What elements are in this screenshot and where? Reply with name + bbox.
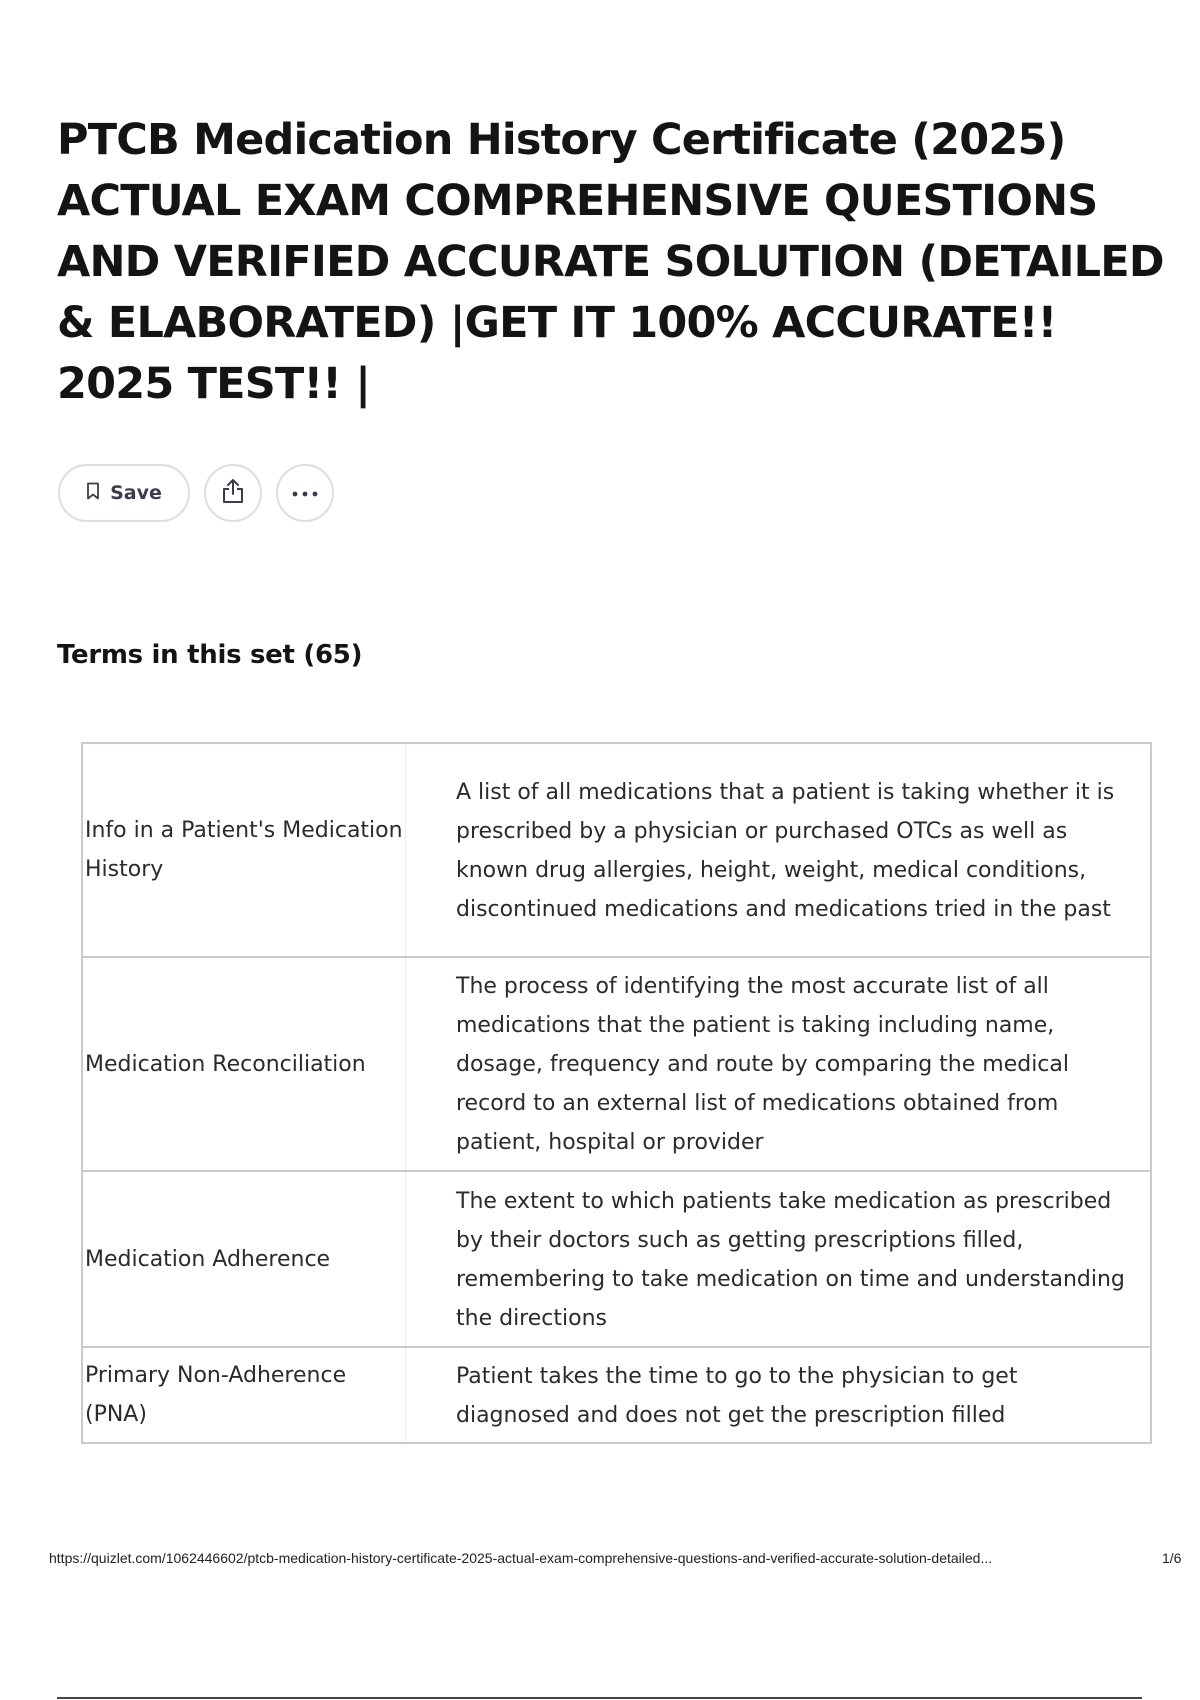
save-button-label: Save — [110, 482, 162, 504]
definition-cell: The extent to which patients take medication as prescribed by their doctors such as getting prescriptions filled, remembering to take medication on time and understanding the directions — [406, 1171, 1152, 1347]
term-cell: Medication Reconciliation — [82, 957, 406, 1171]
more-options-button[interactable] — [276, 464, 334, 522]
term-cell: Medication Adherence — [82, 1171, 406, 1347]
table-row — [82, 743, 1151, 957]
page-number: 1/6 — [1162, 1550, 1182, 1566]
definition-cell: A list of all medications that a patient is taking whether it is prescribed by a physician or purchased OTCs as well as known drug allergies, height, weight, medical conditions, discontinued medications and medications tried in the past — [456, 779, 1115, 922]
more-icon — [292, 486, 318, 501]
divider — [57, 1697, 1142, 1699]
table-row — [82, 1347, 1151, 1443]
terms-table — [81, 742, 1152, 1444]
definition-cell: The process of identifying the most accurate list of all medications that the patient is taking including name, dosage, frequency and route by comparing the medical record to an external list of medications obtained from patient, hospital or provider — [406, 957, 1152, 1171]
share-icon — [221, 478, 245, 508]
share-button[interactable] — [204, 464, 262, 522]
terms-heading: Terms in this set (65) — [57, 640, 363, 670]
term-cell: Primary Non-Adherence (PNA) — [82, 1347, 406, 1443]
print-url: https://quizlet.com/1062446602/ptcb-medication-history-certificate-2025-actual-exam-comprehensive-questions-and-verified-accurate-solution-detailed... — [49, 1550, 993, 1566]
table-row — [82, 957, 1151, 1171]
definition-cell: Patient takes the time to go to the physician to get diagnosed and does not get the prescription filled — [406, 1347, 1152, 1443]
action-bar — [58, 464, 334, 522]
term-cell: Info in a Patient's Medication History — [82, 743, 406, 957]
page-title: PTCB Medication History Certificate (2025) ACTUAL EXAM COMPREHENSIVE QUESTIONS AND VERIFIED ACCURATE SOLUTION (DETAILED & ELABORATED) |GET IT 100% ACCURATE!! 2025 TEST!! | — [57, 115, 1164, 409]
bookmark-icon — [86, 482, 100, 505]
table-row — [82, 1171, 1151, 1347]
save-button[interactable] — [58, 464, 190, 522]
